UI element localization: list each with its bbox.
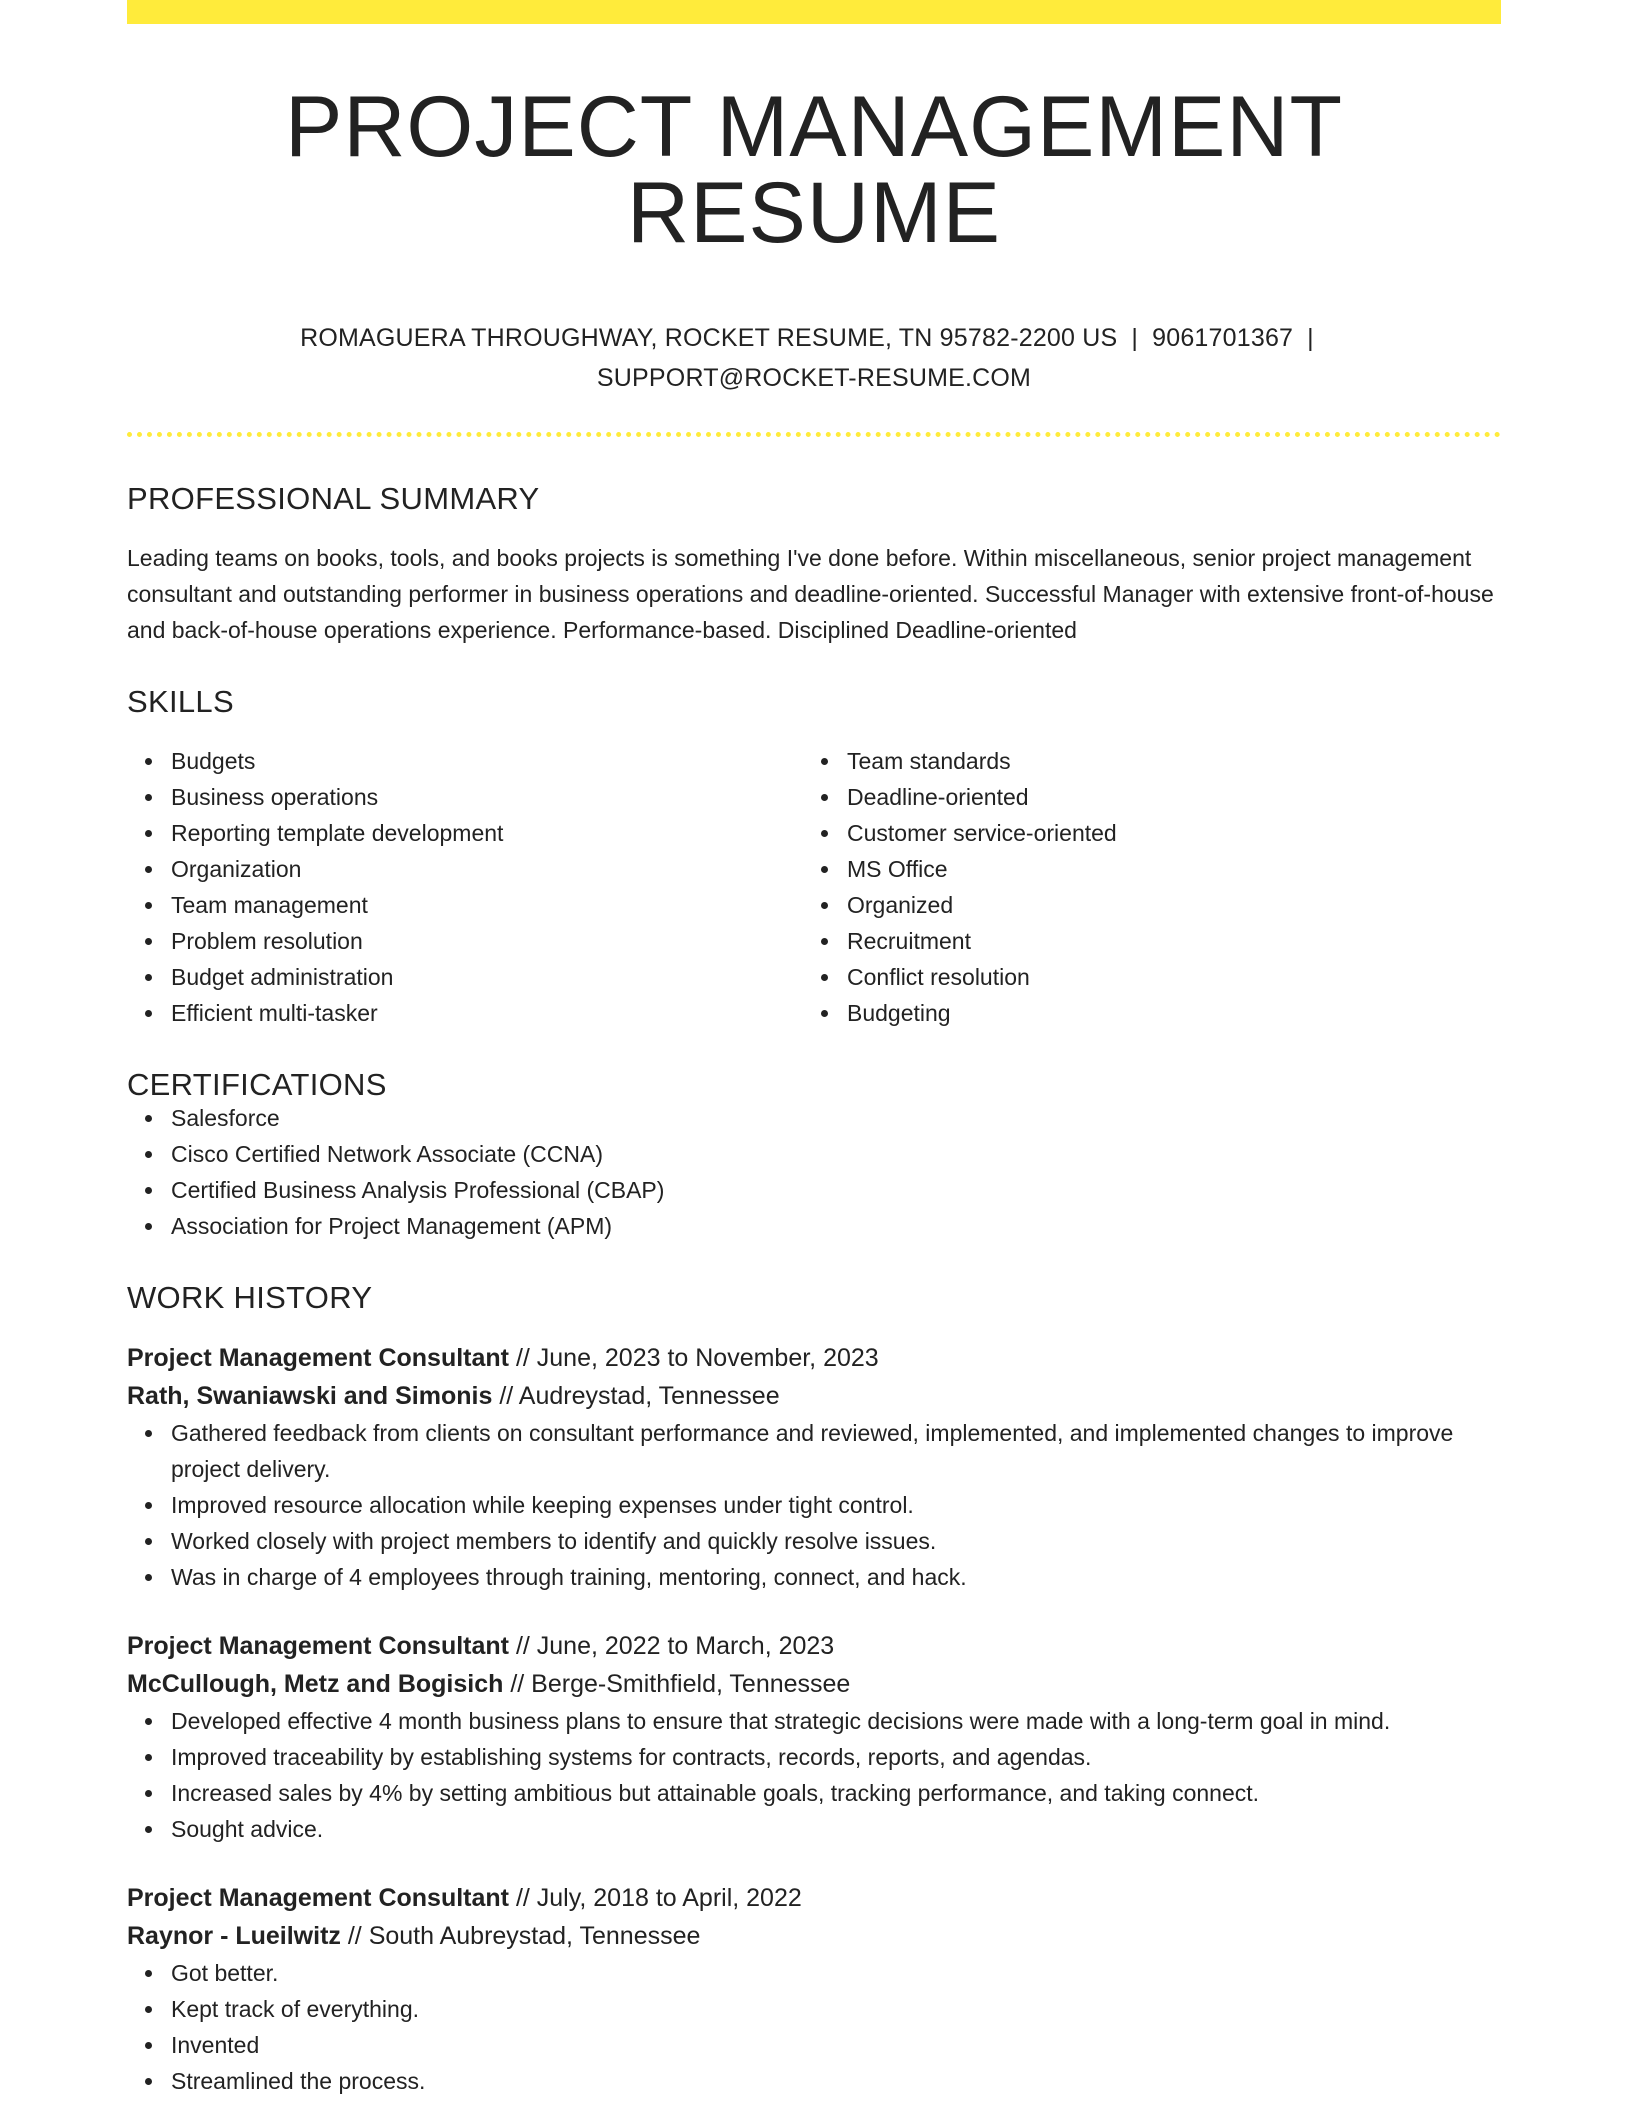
job-bullet: Developed effective 4 month business plans to ensure that strategic decisions were made with a long-term goal in mind. [171, 1703, 1501, 1739]
skill-item: Team standards [847, 743, 1501, 779]
top-accent-bar [127, 0, 1501, 24]
skill-item: Reporting template development [171, 815, 803, 851]
skill-item: Customer service-oriented [847, 815, 1501, 851]
job-role: Project Management Consultant [127, 1884, 509, 1912]
certifications-heading: CERTIFICATIONS [127, 1067, 387, 1102]
contact-separator: | [1307, 324, 1314, 352]
job-bullet: Improved resource allocation while keeping expenses under tight control. [171, 1487, 1501, 1523]
job-bullets [127, 1703, 1501, 1847]
skills-grid [127, 743, 1501, 1031]
job-company-line [127, 1377, 1501, 1415]
job-company: McCullough, Metz and Bogisich [127, 1670, 504, 1698]
skill-item: Budget administration [171, 959, 803, 995]
job-bullet: Worked closely with project members to identify and quickly resolve issues. [171, 1523, 1501, 1559]
skills-heading: SKILLS [127, 684, 234, 719]
contact-line-1 [127, 318, 1501, 358]
certifications-list [127, 1100, 1501, 1244]
job-entry [127, 1627, 1501, 1847]
skill-item: Team management [171, 887, 803, 923]
job-role: Project Management Consultant [127, 1344, 509, 1372]
skill-item: Business operations [171, 779, 803, 815]
contact-email[interactable]: SUPPORT@ROCKET-RESUME.COM [596, 364, 1032, 392]
skill-item: Organized [847, 887, 1501, 923]
skill-item: Organization [171, 851, 803, 887]
skill-item: Problem resolution [171, 923, 803, 959]
job-bullet: Got better. [171, 1955, 1501, 1991]
job-company: Rath, Swaniawski and Simonis [127, 1382, 493, 1410]
summary-text: Leading teams on books, tools, and books projects is something I've done before. Within miscellaneous, senior project management consultant and outstanding performer in business operations and deadline-oriented. Successful Manager with extensive front-of-house and back-of-house operations experience. Performance-based. Disciplined Deadline-oriented [127, 545, 1494, 643]
job-company-line [127, 1665, 1501, 1703]
job-dates: // July, 2018 to April, 2022 [509, 1884, 802, 1912]
contact-info [127, 318, 1501, 398]
job-company-line [127, 1917, 1501, 1955]
contact-phone: 9061701367 [1152, 324, 1294, 352]
job-entry [127, 1339, 1501, 1595]
work-history-heading: WORK HISTORY [127, 1280, 373, 1315]
job-location: // Audreystad, Tennessee [492, 1382, 780, 1410]
skill-item: Conflict resolution [847, 959, 1501, 995]
contact-address: ROMAGUERA THROUGHWAY, ROCKET RESUME, TN 95782-2200 US [300, 324, 1118, 352]
certification-item: Certified Business Analysis Professional (CBAP) [171, 1172, 1501, 1208]
job-company: Raynor - Lueilwitz [127, 1922, 341, 1950]
job-bullets [127, 1415, 1501, 1595]
job-bullet: Increased sales by 4% by setting ambitious but attainable goals, tracking performance, and taking connect. [171, 1775, 1501, 1811]
job-entry [127, 1879, 1501, 2099]
job-bullet: Improved traceability by establishing systems for contracts, records, reports, and agendas. [171, 1739, 1501, 1775]
summary-heading: PROFESSIONAL SUMMARY [127, 481, 540, 516]
job-location: // Berge-Smithfield, Tennessee [503, 1670, 851, 1698]
skills-list-left [127, 743, 803, 1031]
job-role-line [127, 1627, 1501, 1665]
skill-item: Efficient multi-tasker [171, 995, 803, 1031]
job-location: // South Aubreystad, Tennessee [340, 1922, 701, 1950]
job-bullet: Sought advice. [171, 1811, 1501, 1847]
skill-item: Budgeting [847, 995, 1501, 1031]
resume-title: PROJECT MANAGEMENT RESUME [284, 79, 1344, 261]
skills-list-right [803, 743, 1501, 1031]
job-dates: // June, 2023 to November, 2023 [509, 1344, 879, 1372]
job-bullet: Was in charge of 4 employees through training, mentoring, connect, and hack. [171, 1559, 1501, 1595]
job-dates: // June, 2022 to March, 2023 [509, 1632, 835, 1660]
certification-item: Association for Project Management (APM) [171, 1208, 1501, 1244]
job-bullet: Invented [171, 2027, 1501, 2063]
job-role: Project Management Consultant [127, 1632, 509, 1660]
skill-item: Deadline-oriented [847, 779, 1501, 815]
job-role-line [127, 1879, 1501, 1917]
contact-separator: | [1131, 324, 1139, 352]
certification-item: Salesforce [171, 1100, 1501, 1136]
certification-item: Cisco Certified Network Associate (CCNA) [171, 1136, 1501, 1172]
skill-item: Budgets [171, 743, 803, 779]
job-bullets [127, 1955, 1501, 2099]
skill-item: MS Office [847, 851, 1501, 887]
job-role-line [127, 1339, 1501, 1377]
skill-item: Recruitment [847, 923, 1501, 959]
job-bullet: Gathered feedback from clients on consultant performance and reviewed, implemented, and implemented changes to improve project delivery. [171, 1415, 1501, 1487]
job-bullet: Kept track of everything. [171, 1991, 1501, 2027]
dotted-divider [127, 432, 1501, 437]
contact-line-2 [127, 358, 1501, 398]
job-bullet: Streamlined the process. [171, 2063, 1501, 2099]
resume-page [127, 0, 1501, 2099]
